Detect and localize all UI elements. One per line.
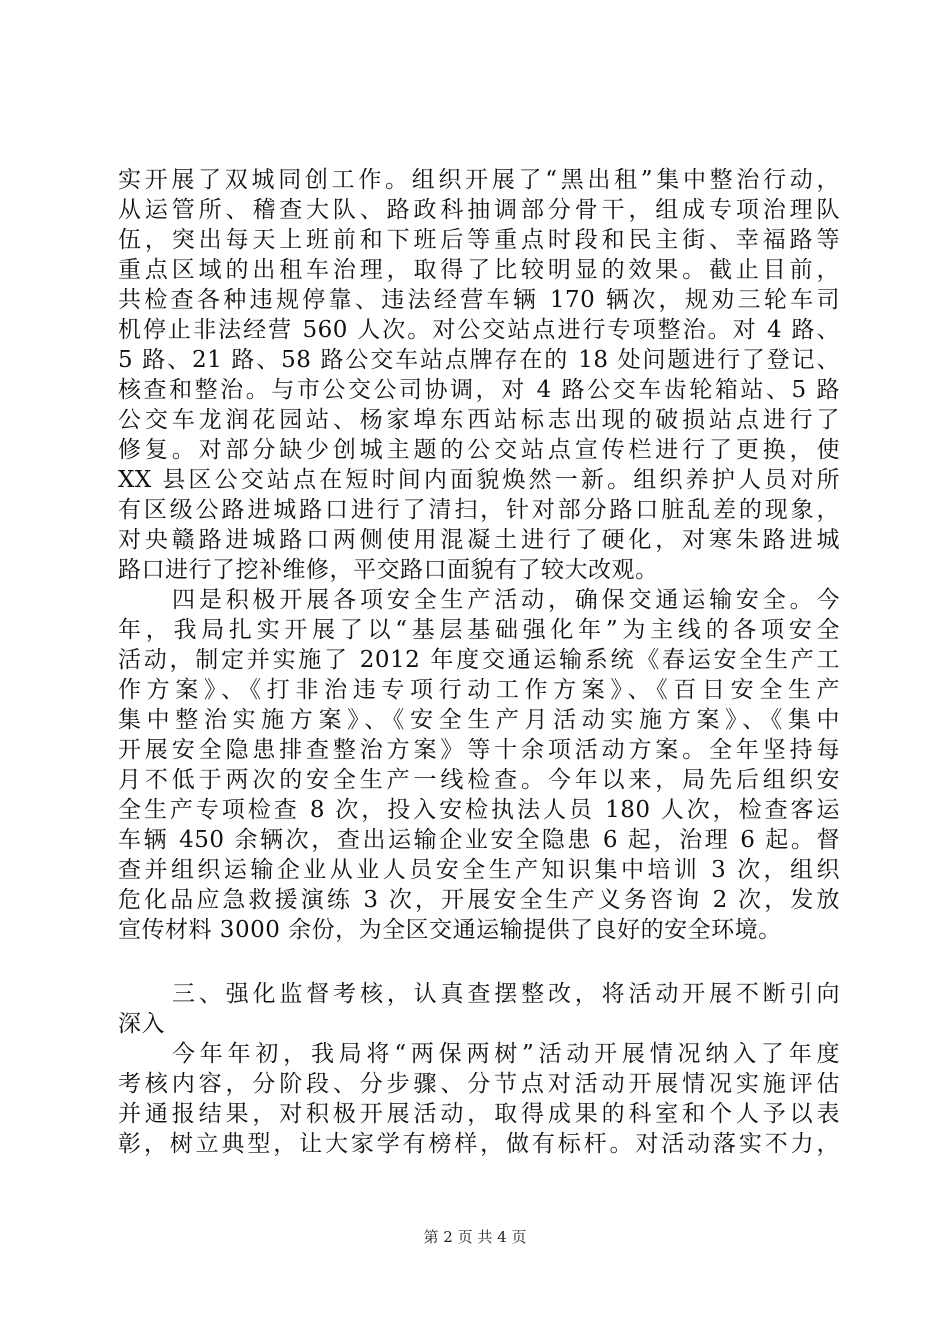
text-line: 核查和整治。与市公交公司协调，对 4 路公交车齿轮箱站、5 路 [118,377,840,403]
document-body [118,165,840,1159]
text-line: 考核内容，分阶段、分步骤、分节点对活动开展情况实施评估 [118,1071,840,1097]
text-line: 宣传材料 3000 余份，为全区交通运输提供了良好的安全环境。 [118,917,782,943]
paragraph-assessment [118,1039,840,1159]
text-line: 重点区域的出租车治理，取得了比较明显的效果。截止目前， [118,257,840,283]
text-line: 四是积极开展各项安全生产活动，确保交通运输安全。今 [172,587,840,613]
heading-line: 深入 [118,1011,165,1037]
paragraph-gap [118,945,840,979]
text-line: 集中整治实施方案》、《安全生产月活动实施方案》、《集中 [118,707,840,733]
section-heading-supervision [118,979,840,1039]
text-line: 活动，制定并实施了 2012 年度交通运输系统《春运安全生产工 [118,647,840,673]
heading-line: 三、强化监督考核，认真查摆整改，将活动开展不断引向 [172,981,840,1007]
text-line: 伍，突出每天上班前和下班后等重点时段和民主街、幸福路等 [118,227,840,253]
text-line: 有区级公路进城路口进行了清扫，针对部分路口脏乱差的现象， [118,497,840,523]
text-line: 对央赣路进城路口两侧使用混凝土进行了硬化，对寒朱路进城 [118,527,840,553]
text-line: 修复。对部分缺少创城主题的公交站点宣传栏进行了更换，使 [118,437,840,463]
text-line: 彰，树立典型，让大家学有榜样，做有标杆。对活动落实不力， [118,1131,840,1157]
page-number-footer: 第 2 页 共 4 页 [423,1228,527,1246]
text-line: 公交车龙润花园站、杨家埠东西站标志出现的破损站点进行了 [118,407,840,433]
text-line: 全生产专项检查 8 次，投入安检执法人员 180 人次，检查客运 [118,797,840,823]
text-line: 危化品应急救援演练 3 次，开展安全生产义务咨询 2 次，发放 [118,887,840,913]
text-line: 月不低于两次的安全生产一线检查。今年以来，局先后组织安 [118,767,840,793]
text-line: 路口进行了挖补维修，平交路口面貌有了较大改观。 [118,557,659,583]
text-line: 共检查各种违规停靠、违法经营车辆 170 辆次，规劝三轮车司 [118,287,840,313]
text-line: 从运管所、稽查大队、路政科抽调部分骨干，组成专项治理队 [118,197,840,223]
text-line: 今年年初，我局将“两保两树”活动开展情况纳入了年度 [172,1041,840,1067]
text-line: 作方案》、《打非治违专项行动工作方案》、《百日安全生产 [118,677,840,703]
text-line: 查并组织运输企业从业人员安全生产知识集中培训 3 次，组织 [118,857,840,883]
text-line: 实开展了双城同创工作。组织开展了“黑出租”集中整治行动， [118,167,840,193]
text-line: 车辆 450 余辆次，查出运输企业安全隐患 6 起，治理 6 起。督 [118,827,840,853]
text-line: XX 县区公交站点在短时间内面貌焕然一新。组织养护人员对所 [118,467,840,493]
text-line: 开展安全隐患排查整治方案》等十余项活动方案。全年坚持每 [118,737,840,763]
paragraph-traffic-rectification [118,165,840,585]
text-line: 并通报结果，对积极开展活动，取得成果的科室和个人予以表 [118,1101,840,1127]
text-line: 年，我局扎实开展了以“基层基础强化年”为主线的各项安全 [118,617,840,643]
paragraph-safety-production [118,585,840,945]
text-line: 机停止非法经营 560 人次。对公交站点进行专项整治。对 4 路、 [118,317,840,343]
text-line: 5 路、21 路、58 路公交车站点牌存在的 18 处问题进行了登记、 [118,347,840,373]
